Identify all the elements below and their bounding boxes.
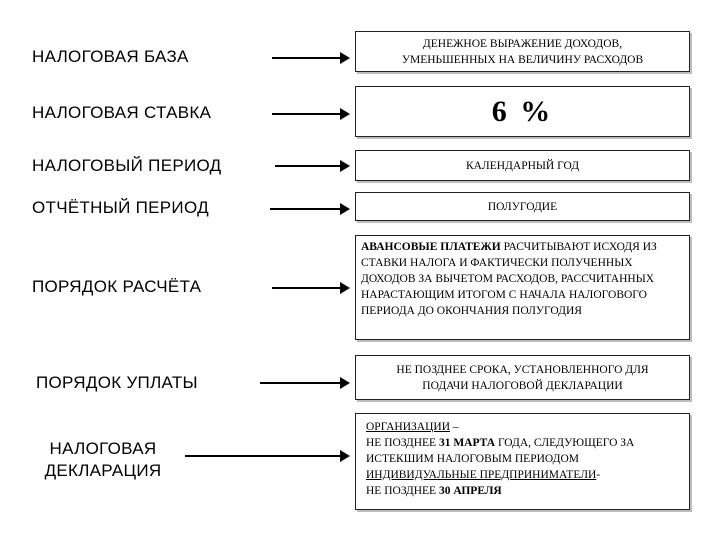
org-deadline-prefix: НЕ ПОЗДНЕЕ	[366, 437, 439, 449]
tax-period-text: КАЛЕНДАРНЫЙ ГОД	[465, 159, 580, 172]
value-tax-rate	[355, 86, 690, 137]
entrepreneurs-dash: -	[596, 469, 601, 481]
arrow-tax-rate	[272, 113, 348, 115]
label-tax-declaration-line-2: ДЕКЛАРАЦИЯ	[44, 461, 162, 480]
arrow-reporting-period	[270, 208, 348, 210]
label-tax-rate: НАЛОГОВАЯ СТАВКА	[32, 103, 212, 122]
value-tax-base-line-2: УМЕНЬШЕННЫХ НА ВЕЛИЧИНУ РАСХОДОВ	[401, 53, 644, 66]
ip-deadline-date: 30 АПРЕЛЯ	[438, 485, 502, 497]
label-tax-declaration	[28, 438, 178, 482]
arrow-calculation-procedure	[272, 287, 348, 289]
value-payment-procedure	[355, 355, 690, 400]
payment-procedure-line-1: НЕ ПОЗДНЕЕ СРОКА, УСТАНОВЛЕННОГО ДЛЯ	[396, 363, 649, 376]
value-tax-base	[355, 31, 690, 72]
label-tax-declaration-line-1: НАЛОГОВАЯ	[49, 439, 157, 458]
label-tax-period: НАЛОГОВЫЙ ПЕРИОД	[32, 156, 222, 175]
value-tax-period	[355, 150, 690, 181]
organizations-dash: –	[450, 421, 459, 433]
label-calculation-procedure: ПОРЯДОК РАСЧЁТА	[32, 277, 202, 296]
arrow-tax-declaration	[185, 455, 348, 457]
calculation-text: РАСЧИТЫВАЮТ ИСХОДЯ ИЗ СТАВКИ НАЛОГА И ФАКТИЧЕСКИ ПОЛУЧЕННЫХ ДОХОДОВ ЗА ВЫЧЕТОМ РАСХОДОВ, РАССЧИТАННЫХ НАРАСТАЮЩИМ ИТОГОМ С НАЧАЛА НАЛОГОВОГО ПЕРИОДА ДО ОКОНЧАНИЯ ПОЛУГОДИЯ	[361, 241, 657, 317]
organizations-heading: ОРГАНИЗАЦИИ	[366, 421, 450, 433]
value-reporting-period	[355, 192, 690, 221]
payment-procedure-line-2: ПОДАЧИ НАЛОГОВОЙ ДЕКЛАРАЦИИ	[422, 379, 623, 392]
label-tax-base: НАЛОГОВАЯ БАЗА	[32, 47, 189, 66]
label-payment-procedure: ПОРЯДОК УПЛАТЫ	[36, 373, 198, 392]
ip-deadline-prefix: НЕ ПОЗДНЕЕ	[366, 485, 439, 497]
entrepreneurs-heading: ИНДИВИДУАЛЬНЫЕ ПРЕДПРИНИМАТЕЛИ	[366, 469, 597, 481]
reporting-period-text: ПОЛУГОДИЕ	[487, 200, 558, 213]
org-deadline-date: 31 МАРТА	[438, 437, 496, 449]
value-tax-base-line-1: ДЕНЕЖНОЕ ВЫРАЖЕНИЕ ДОХОДОВ,	[422, 37, 623, 50]
arrow-tax-period	[275, 165, 348, 167]
value-tax-declaration	[355, 413, 690, 510]
advance-payments-term: АВАНСОВЫЕ ПЛАТЕЖИ	[361, 241, 501, 253]
tax-rate-percent: 6 %	[491, 94, 554, 128]
label-reporting-period: ОТЧЁТНЫЙ ПЕРИОД	[32, 198, 209, 217]
arrow-payment-procedure	[260, 382, 348, 384]
value-calculation-procedure	[355, 235, 690, 340]
org-deadline-suffix: ГОДА, СЛЕДУЮЩЕГО ЗА ИСТЕКШИМ НАЛОГОВЫМ ПЕРИОДОМ	[366, 437, 635, 465]
arrow-tax-base	[272, 57, 348, 59]
